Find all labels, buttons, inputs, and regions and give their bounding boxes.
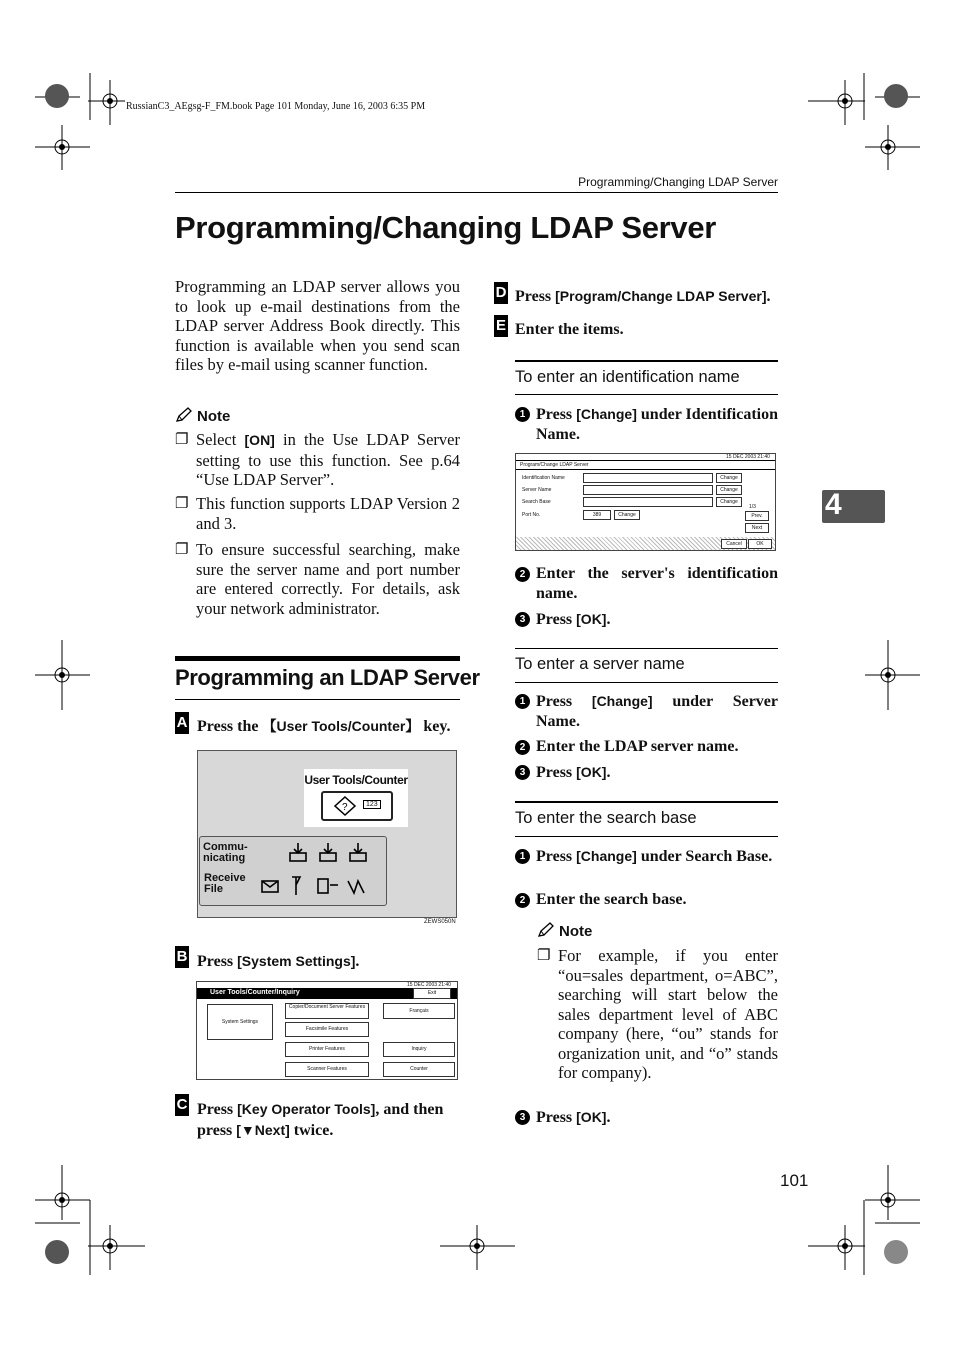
subhead-identification-name: To enter an identification name	[515, 368, 740, 386]
running-header: Programming/Changing LDAP Server	[578, 175, 778, 189]
change-server-name-button[interactable]: Change	[716, 485, 742, 495]
step-4-text: Press [Program/Change LDAP Server].	[515, 288, 771, 305]
screen-title: User Tools/Counter/Inquiry	[210, 989, 300, 996]
copier-features-button[interactable]: Copier/Document Server Features	[285, 1003, 369, 1019]
svg-text:?: ?	[342, 802, 348, 813]
step-number-badge: 1	[515, 849, 530, 864]
user-tools-key-area	[304, 769, 408, 827]
screen-title: Program/Change LDAP Server	[520, 462, 589, 468]
port-no-label: Port No.	[522, 512, 541, 518]
next-key-label: [▼Next]	[236, 1122, 290, 1138]
illustration-code: ZEWS050N	[424, 919, 456, 925]
note-label: Note	[197, 408, 231, 425]
pencil-icon	[175, 407, 193, 423]
scanner-features-button[interactable]: Scanner Features	[285, 1062, 369, 1077]
subhead-3-rule-bottom	[515, 836, 778, 837]
server-name-label: Server Name	[522, 487, 552, 493]
step-5-marker: E	[494, 315, 508, 337]
screen-header-info: 15 DEC 2003 21:40	[726, 454, 770, 460]
ldap-server-screen	[515, 453, 776, 551]
change-search-base-button[interactable]: Change	[716, 497, 742, 507]
step-2-marker: B	[175, 946, 189, 968]
step-number-badge: 3	[515, 765, 530, 780]
facsimile-features-button[interactable]: Facsimile Features	[285, 1022, 369, 1037]
change-key-label: [Change]	[576, 406, 637, 422]
status-indicator-icons	[260, 841, 380, 901]
receive-file-label: Receive File	[204, 872, 246, 895]
section-bar	[175, 656, 460, 661]
note-2-heading	[537, 922, 592, 941]
pencil-icon	[537, 922, 555, 938]
server-name-field[interactable]	[583, 485, 713, 495]
port-no-field[interactable]: 389	[583, 510, 611, 520]
subhead-1-rule-bottom	[515, 394, 778, 395]
intro-paragraph: Programming an LDAP server allows you to look up e-mail destinations from the LDAP server Address Book directly. This function is available when you send scan files by e-mail using scanner function.	[175, 277, 460, 374]
search-base-label: Search Base	[522, 499, 551, 505]
sub3-step-2: 2 Enter the search base.	[515, 890, 778, 910]
change-port-button[interactable]: Change	[614, 510, 640, 520]
note-label: Note	[559, 923, 593, 940]
communicating-label: Commu- nicating	[203, 841, 248, 864]
page-title: Programming/Changing LDAP Server	[175, 210, 717, 245]
note-heading	[175, 407, 230, 426]
sub1-step-2: 2 Enter the server's identification name.	[515, 564, 778, 604]
sub3-step-3: 3 Press [OK].	[515, 1107, 778, 1128]
printer-features-button[interactable]: Printer Features	[285, 1042, 369, 1057]
subhead-server-name: To enter a server name	[515, 655, 685, 673]
ok-key-label: [OK]	[576, 764, 607, 780]
sub1-step-3: 3 Press [OK].	[515, 609, 778, 630]
step-3-marker: C	[175, 1094, 189, 1116]
step-number-badge: 2	[515, 740, 530, 755]
subhead-search-base: To enter the search base	[515, 809, 697, 827]
header-rule	[175, 192, 778, 193]
note-2-item: ❐ For example, if you enter “ou=sales department, o=ABC”, searching will start below the sales department level of ABC company (here, “ou” stands for organization unit, and “o” stands for company).	[537, 946, 778, 1082]
step-5-text: Enter the items.	[515, 321, 624, 338]
change-key-label: [Change]	[576, 848, 637, 864]
book-file-line: RussianC3_AEgsg-F_FM.book Page 101 Monday, June 16, 2003 6:35 PM	[126, 101, 426, 112]
prev-button[interactable]: Prev.	[745, 511, 769, 521]
step-number-badge: 2	[515, 567, 530, 582]
checkbox-icon: ❐	[537, 946, 551, 964]
step-number-badge: 1	[515, 694, 530, 709]
identification-name-label: Identification Name	[522, 475, 565, 481]
checkbox-icon: ❐	[175, 430, 189, 448]
step-2-text: Press [System Settings].	[197, 953, 360, 970]
user-tools-screen	[196, 981, 458, 1080]
exit-button[interactable]: Exit	[413, 988, 451, 999]
status-panel	[199, 836, 387, 906]
subhead-2-rule-top	[515, 648, 778, 649]
note-item-1: ❐ Select [ON] in the Use LDAP Server setting to use this function. See p.64 “Use LDAP Server”.	[175, 430, 460, 489]
system-settings-button[interactable]: System Settings	[207, 1004, 273, 1040]
language-button[interactable]: Français	[383, 1003, 455, 1019]
user-tools-key-label: 【User Tools/Counter】	[262, 718, 420, 734]
program-change-ldap-key-label: [Program/Change LDAP Server]	[555, 288, 767, 304]
subhead-2-rule-bottom	[515, 682, 778, 683]
user-tools-icon	[331, 795, 359, 817]
sub3-step-1: 1 Press [Change] under Search Base.	[515, 846, 778, 867]
step-4-marker: D	[494, 282, 508, 304]
sub2-step-1: 1 Press [Change] under Server Name.	[515, 691, 778, 732]
identification-name-field[interactable]	[583, 473, 713, 483]
screen-header-info: 15 DEC 2003 21:40	[407, 982, 451, 988]
step-number-badge: 3	[515, 612, 530, 627]
change-identification-button[interactable]: Change	[716, 473, 742, 483]
section-rule	[175, 699, 460, 700]
cancel-button[interactable]: Cancel	[721, 539, 747, 549]
subhead-3-rule-top	[515, 801, 778, 803]
counter-button[interactable]: Counter	[383, 1062, 455, 1077]
sub2-step-3: 3 Press [OK].	[515, 762, 778, 783]
checkbox-icon: ❐	[175, 494, 189, 512]
sub1-step-1: 1 Press [Change] under Identification Name.	[515, 404, 778, 445]
ok-button[interactable]: OK	[748, 539, 772, 549]
step-3-text: Press [Key Operator Tools], and then press [▼Next] twice.	[197, 1101, 444, 1139]
page-number: 101	[780, 1171, 809, 1190]
search-base-field[interactable]	[583, 497, 713, 507]
chapter-tab	[822, 490, 885, 523]
key-operator-tools-key-label: [Key Operator Tools]	[237, 1101, 376, 1117]
control-panel-illustration	[197, 750, 457, 918]
step-1-marker: A	[175, 712, 189, 734]
sub2-step-2: 2 Enter the LDAP server name.	[515, 737, 778, 757]
ok-key-label: [OK]	[576, 1109, 607, 1125]
user-tools-counter-key[interactable]	[321, 791, 393, 821]
step-1-text: Press the 【User Tools/Counter】 key.	[197, 718, 451, 735]
change-key-label: [Change]	[591, 693, 653, 709]
system-settings-key-label: [System Settings]	[237, 953, 356, 969]
note-item-3: ❐ To ensure successful searching, make sure the server name and port number are entered correctly. For details, ask your network administrator.	[175, 540, 460, 618]
step-number-badge: 3	[515, 1110, 530, 1125]
page-indicator: 1/3	[749, 504, 756, 510]
subhead-1-rule-top	[515, 360, 778, 362]
on-key-label: [ON]	[244, 432, 275, 448]
step-number-badge: 1	[515, 407, 530, 422]
screen-top-rule	[516, 460, 775, 461]
user-tools-caption: User Tools/Counter	[304, 773, 408, 787]
step-number-badge: 2	[515, 893, 530, 908]
note-item-2: ❐ This function supports LDAP Version 2 and 3.	[175, 494, 460, 533]
counter-badge: 123	[363, 800, 381, 809]
checkbox-icon: ❐	[175, 540, 189, 558]
ok-key-label: [OK]	[576, 611, 607, 627]
chapter-number: 4	[825, 488, 842, 521]
inquiry-button[interactable]: Inquiry	[383, 1042, 455, 1057]
next-button[interactable]: Next	[745, 523, 769, 533]
screen-title-rule	[516, 469, 775, 470]
section-title: Programming an LDAP Server	[175, 665, 480, 690]
